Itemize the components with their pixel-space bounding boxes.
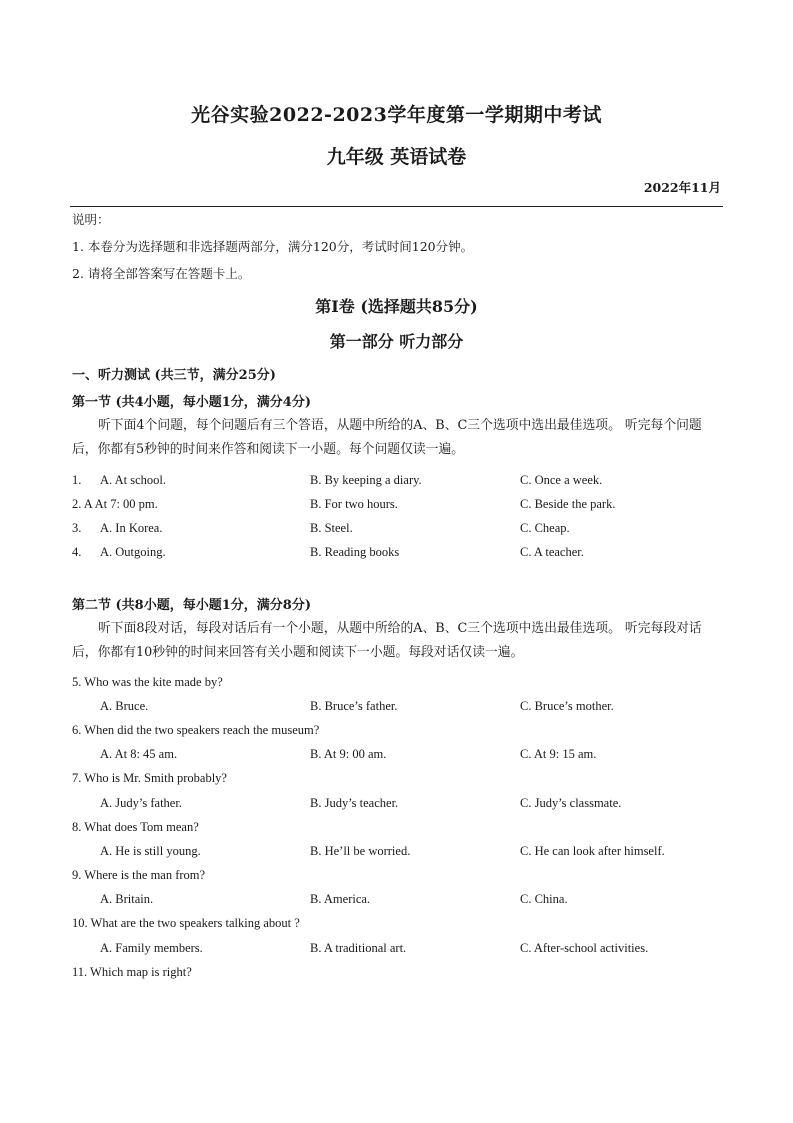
- notes-label: 说明：: [72, 212, 110, 227]
- q9-option-b: B. America.: [310, 892, 371, 906]
- note-item-2: 2. 请将全部答案写在答题卡上。: [72, 266, 251, 281]
- q6-option-c: C. At 9: 15 am.: [520, 747, 597, 761]
- section2-instructions: [72, 617, 727, 665]
- q10-option-a: A. Family members.: [100, 941, 203, 955]
- exam-title: 光谷实验2022-2023学年度第一学期期中考试: [191, 104, 602, 126]
- q7-question: 7. Who is Mr. Smith probably?: [72, 771, 227, 785]
- q4-option-b: B. Reading books: [310, 545, 400, 559]
- q7-option-b: B. Judy’s teacher.: [310, 796, 399, 810]
- q7-option-a: A. Judy’s father.: [100, 796, 182, 810]
- q10-question: 10. What are the two speakers talking about ?: [72, 916, 300, 930]
- exam-date: 2022年11月: [643, 180, 721, 195]
- q2-option-b: B. For two hours.: [310, 497, 398, 511]
- q2-option-c: C. Beside the park.: [520, 497, 616, 511]
- q5-question: 5. Who was the kite made by?: [72, 675, 223, 689]
- q3-number: 3.: [72, 521, 82, 535]
- q9-option-c: C. China.: [520, 892, 568, 906]
- q4-number: 4.: [72, 545, 82, 559]
- q1-number: 1.: [72, 473, 82, 487]
- q4-option-a: A. Outgoing.: [100, 545, 166, 559]
- q7-option-c: C. Judy’s classmate.: [520, 796, 622, 810]
- q3-option-a: A. In Korea.: [100, 521, 163, 535]
- q2-number: 2. A At 7: 00 pm.: [72, 497, 158, 511]
- q5-option-b: B. Bruce’s father.: [310, 699, 398, 713]
- q8-option-c: C. He can look after himself.: [520, 844, 665, 858]
- q8-option-b: B. He’ll be worried.: [310, 844, 411, 858]
- q6-option-b: B. At 9: 00 am.: [310, 747, 387, 761]
- section1-title: 第一节 (共4小题，每小题1分，满分4分): [72, 395, 311, 410]
- q3-option-b: B. Steel.: [310, 521, 353, 535]
- section2-title: 第二节 (共8小题，每小题1分，满分8分): [72, 598, 311, 613]
- q1-option-c: C. Once a week.: [520, 473, 603, 487]
- q11-question: 11. Which map is right?: [72, 965, 192, 979]
- q8-option-a: A. He is still young.: [100, 844, 201, 858]
- section1-instructions-text: 听下面4个问题，每个问题后有三个答语，从题中所给的A、B、C三个选项中选出最佳选项。 听完每个问题后，你都有5秒钟的时间来作答和阅读下一小题。每个问题仅读一遍。: [72, 418, 702, 457]
- part-title: 第一部分 听力部分: [329, 332, 464, 351]
- q4-option-c: C. A teacher.: [520, 545, 584, 559]
- listening-title: 一、听力测试 (共三节，满分25分): [72, 368, 276, 383]
- q1-option-b: B. By keeping a diary.: [310, 473, 422, 487]
- note-item-1: 1. 本卷分为选择题和非选择题两部分，满分120分，考试时间120分钟。: [72, 239, 474, 254]
- section1-instructions: [72, 414, 727, 462]
- q8-question: 8. What does Tom mean?: [72, 820, 199, 834]
- section2-instructions-text: 听下面8段对话，每段对话后有一个小题，从题中所给的A、B、C三个选项中选出最佳选项。 听完每段对话后，你都有10秒钟的时间来回答有关小题和阅读下一小题。每段对话仅读一遍。: [72, 621, 702, 660]
- q1-option-a: A. At school.: [100, 473, 166, 487]
- header-divider: [70, 206, 723, 207]
- exam-subtitle: 九年级 英语试卷: [326, 146, 467, 168]
- q5-option-a: A. Bruce.: [100, 699, 149, 713]
- q3-option-c: C. Cheap.: [520, 521, 570, 535]
- q5-option-c: C. Bruce’s mother.: [520, 699, 614, 713]
- q9-option-a: A. Britain.: [100, 892, 154, 906]
- q6-question: 6. When did the two speakers reach the museum?: [72, 723, 320, 737]
- q10-option-c: C. After-school activities.: [520, 941, 649, 955]
- q6-option-a: A. At 8: 45 am.: [100, 747, 178, 761]
- q10-option-b: B. A traditional art.: [310, 941, 407, 955]
- volume-title: 第I卷 (选择题共85分): [315, 297, 478, 316]
- q9-question: 9. Where is the man from?: [72, 868, 206, 882]
